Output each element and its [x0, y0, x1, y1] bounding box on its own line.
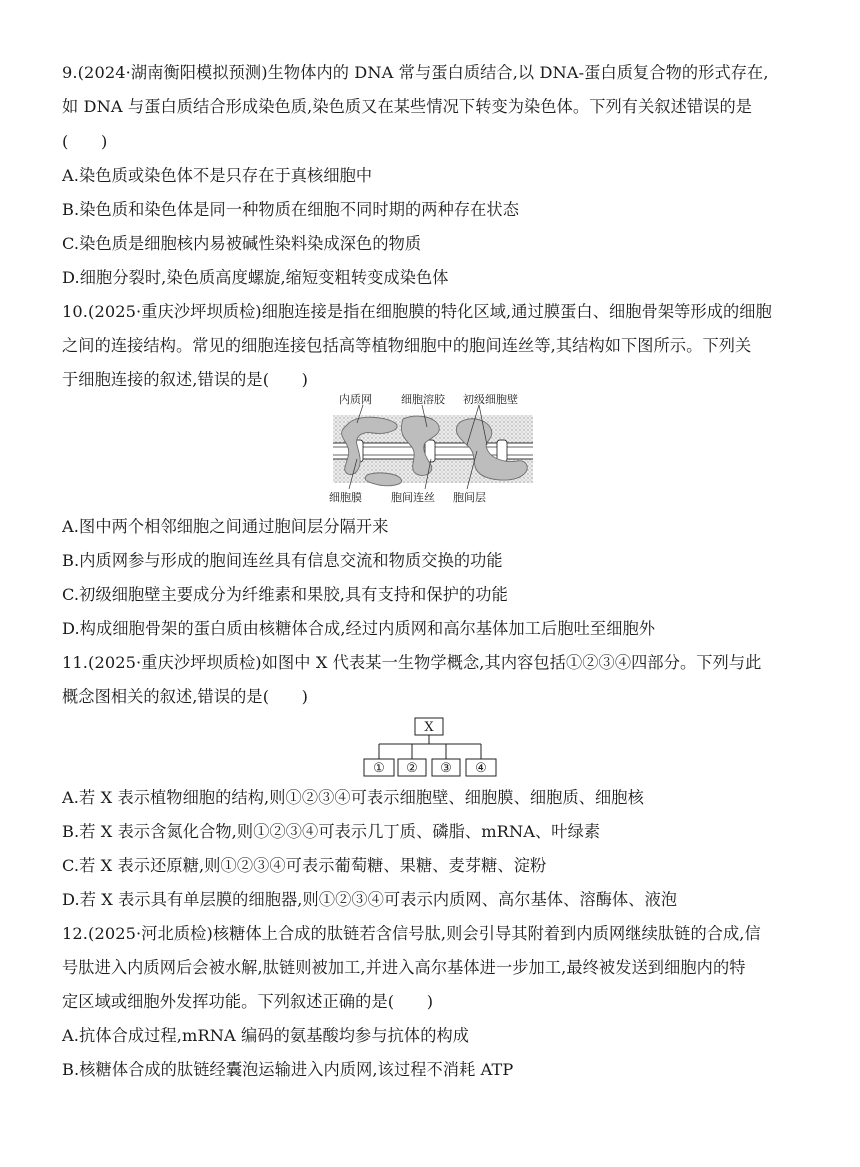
- figure-label-middle-lamella: 胞间层: [453, 491, 486, 504]
- figure-label-er: 内质网: [339, 393, 372, 406]
- option-b: B.染色质和染色体是同一种物质在细胞不同时期的两种存在状态: [62, 200, 520, 219]
- question-stem: 10.(2025·重庆沙坪坝质检)细胞连接是指在细胞膜的特化区域,通过膜蛋白、细胞骨架等形成的细胞: [62, 302, 772, 321]
- plasmodesmata-figure: [327, 393, 539, 505]
- question-stem: 概念图相关的叙述,错误的是( ): [62, 687, 309, 706]
- question-stem: 如 DNA 与蛋白质结合形成染色质,染色质又在某些情况下转变为染色体。下列有关叙述错误的是: [62, 97, 753, 116]
- question-stem: 11.(2025·重庆沙坪坝质检)如图中 X 代表某一生物学概念,其内容包括①②③④四部分。下列与此: [62, 653, 762, 672]
- question-stem: 12.(2025·河北质检)核糖体上合成的肽链若含信号肽,则会引导其附着到内质网继续肽链的合成,信: [62, 924, 761, 943]
- question-stem: 之间的连接结构。常见的细胞连接包括高等植物细胞中的胞间连丝等,其结构如下图所示。下列关: [62, 336, 752, 355]
- concept-child-1: ①: [373, 761, 385, 776]
- option-c: C.染色质是细胞核内易被碱性染料染成深色的物质: [62, 234, 422, 253]
- figure-label-primary-wall: 初级细胞壁: [463, 393, 518, 406]
- question-stem: 号肽进入内质网后会被水解,肽链则被加工,并进入高尔基体进一步加工,最终被发送到细胞内的特: [62, 958, 746, 977]
- figure-label-membrane: 细胞膜: [329, 491, 362, 504]
- option-a: A.染色质或染色体不是只存在于真核细胞中: [62, 166, 373, 185]
- figure-label-cytosol: 细胞溶胶: [401, 393, 445, 406]
- option-c: C.若 X 表示还原糖,则①②③④可表示葡萄糖、果糖、麦芽糖、淀粉: [62, 856, 547, 875]
- concept-root: X: [424, 720, 434, 735]
- option-b: B.核糖体合成的肽链经囊泡运输进入内质网,该过程不消耗 ATP: [62, 1060, 514, 1079]
- option-b: B.内质网参与形成的胞间连丝具有信息交流和物质交换的功能: [62, 551, 503, 570]
- question-stem: 定区域或细胞外发挥功能。下列叙述正确的是( ): [62, 992, 434, 1011]
- concept-child-4: ④: [475, 761, 487, 776]
- option-a: A.图中两个相邻细胞之间通过胞间层分隔开来: [62, 517, 389, 536]
- concept-child-3: ③: [440, 761, 452, 776]
- question-stem: 于细胞连接的叙述,错误的是( ): [62, 370, 309, 389]
- option-a: A.若 X 表示植物细胞的结构,则①②③④可表示细胞壁、细胞膜、细胞质、细胞核: [62, 788, 644, 807]
- option-b: B.若 X 表示含氮化合物,则①②③④可表示几丁质、磷脂、mRNA、叶绿素: [62, 822, 601, 841]
- concept-child-2: ②: [406, 761, 418, 776]
- answer-bracket: ( ): [62, 132, 108, 151]
- option-d: D.构成细胞骨架的蛋白质由核糖体合成,经过内质网和高尔基体加工后胞吐至细胞外: [62, 619, 656, 638]
- option-c: C.初级细胞壁主要成分为纤维素和果胶,具有支持和保护的功能: [62, 585, 508, 604]
- option-d: D.细胞分裂时,染色质高度螺旋,缩短变粗转变成染色体: [62, 268, 449, 287]
- question-stem: 9.(2024·湖南衡阳模拟预测)生物体内的 DNA 常与蛋白质结合,以 DNA-蛋白质复合物的形式存在,: [62, 63, 769, 82]
- option-a: A.抗体合成过程,mRNA 编码的氨基酸均参与抗体的构成: [62, 1026, 470, 1045]
- concept-map-figure: [360, 716, 500, 778]
- figure-label-plasmodesmata: 胞间连丝: [391, 491, 435, 504]
- option-d: D.若 X 表示具有单层膜的细胞器,则①②③④可表示内质网、高尔基体、溶酶体、液泡: [62, 890, 678, 909]
